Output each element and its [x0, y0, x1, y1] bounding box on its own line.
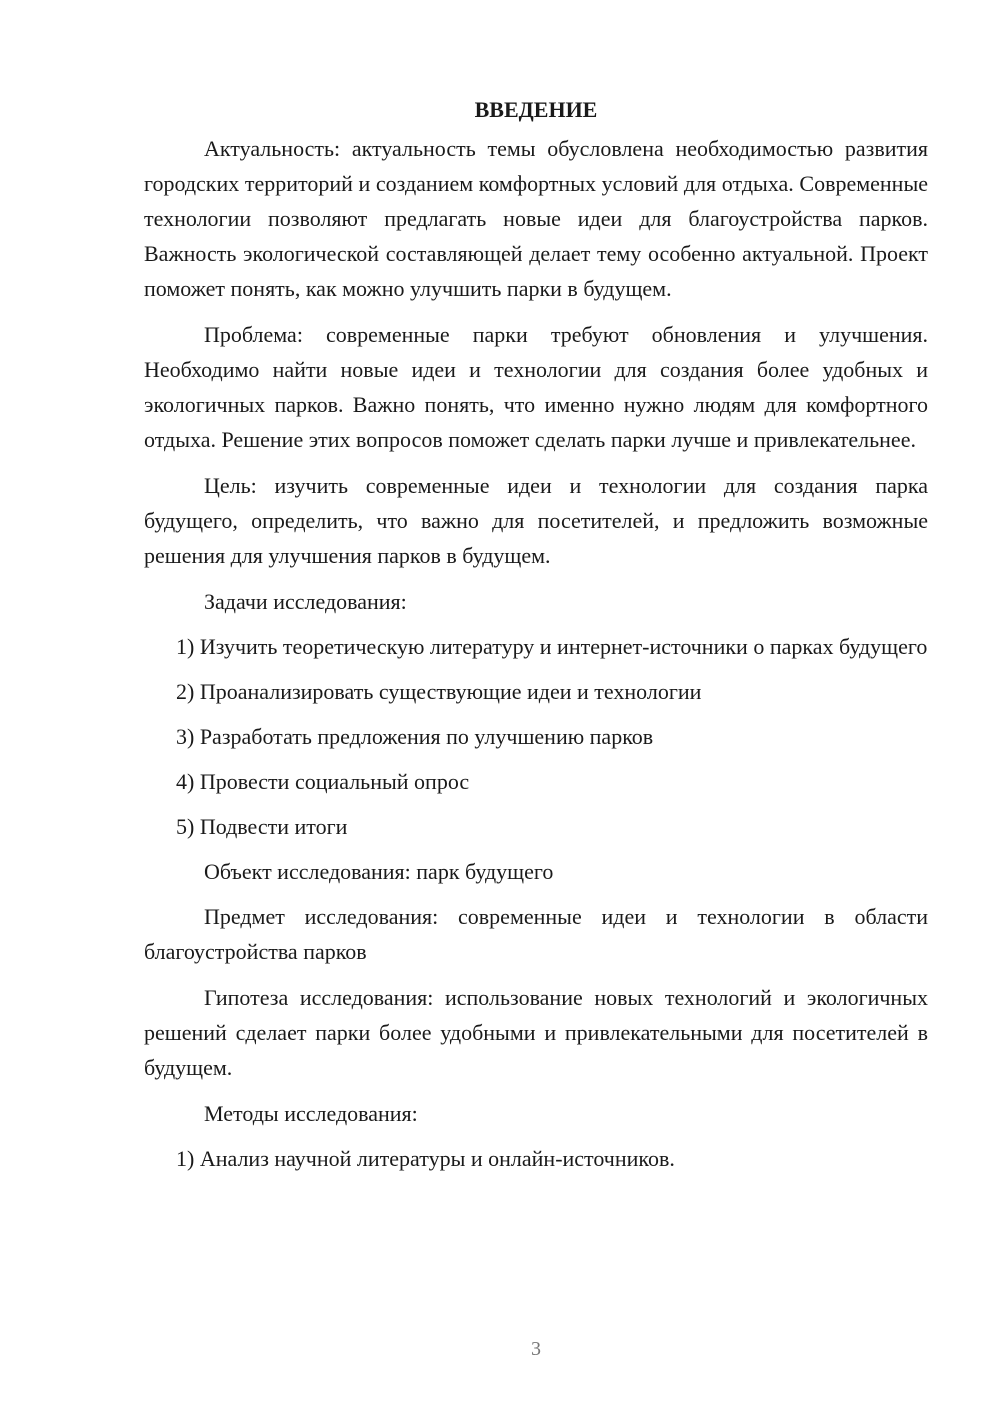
page-number: 3 — [531, 1338, 541, 1360]
tasks-title: Задачи исследования: — [204, 589, 407, 614]
object-line: Объект исследования: парк будущего — [204, 859, 554, 884]
section-heading: ВВЕДЕНИЕ — [474, 97, 598, 122]
task-item-4: 4) Провести социальный опрос — [176, 769, 470, 794]
task-item-1: 1) Изучить теоретическую литературу и интернет-источники о парках будущего — [176, 634, 928, 659]
hypothesis-paragraph: Гипотеза исследования: использование новых технологий и экологичных решений сделает парки более удобными и привлекательными для посетителей в будущем. — [144, 985, 928, 1080]
subject-paragraph: Предмет исследования: современные идеи и технологии в области благоустройства парков — [144, 904, 928, 964]
method-item-1: 1) Анализ научной литературы и онлайн-источников. — [176, 1146, 675, 1171]
task-item-2: 2) Проанализировать существующие идеи и технологии — [176, 679, 702, 704]
task-item-3: 3) Разработать предложения по улучшению парков — [176, 724, 654, 749]
relevance-paragraph: Актуальность: актуальность темы обусловлена необходимостью развития городских территорий и созданием комфортных условий для отдыха. Современные технологии позволяют предлагать новые идеи для благоустройства парков. Важность экологической составляющей делает тему особенно актуальной. Проект поможет понять, как можно улучшить парки в будущем. — [144, 136, 928, 301]
problem-paragraph: Проблема: современные парки требуют обновления и улучшения. Необходимо найти новые идеи и технологии для создания более удобных и экологичных парков. Важно понять, что именно нужно людям для комфортного отдыха. Решение этих вопросов поможет сделать парки лучше и привлекательнее. — [144, 322, 928, 452]
goal-paragraph: Цель: изучить современные идеи и технологии для создания парка будущего, определить, что важно для посетителей, и предложить возможные решения для улучшения парков в будущем. — [144, 473, 928, 568]
methods-title: Методы исследования: — [204, 1101, 418, 1126]
task-item-5: 5) Подвести итоги — [176, 814, 348, 839]
